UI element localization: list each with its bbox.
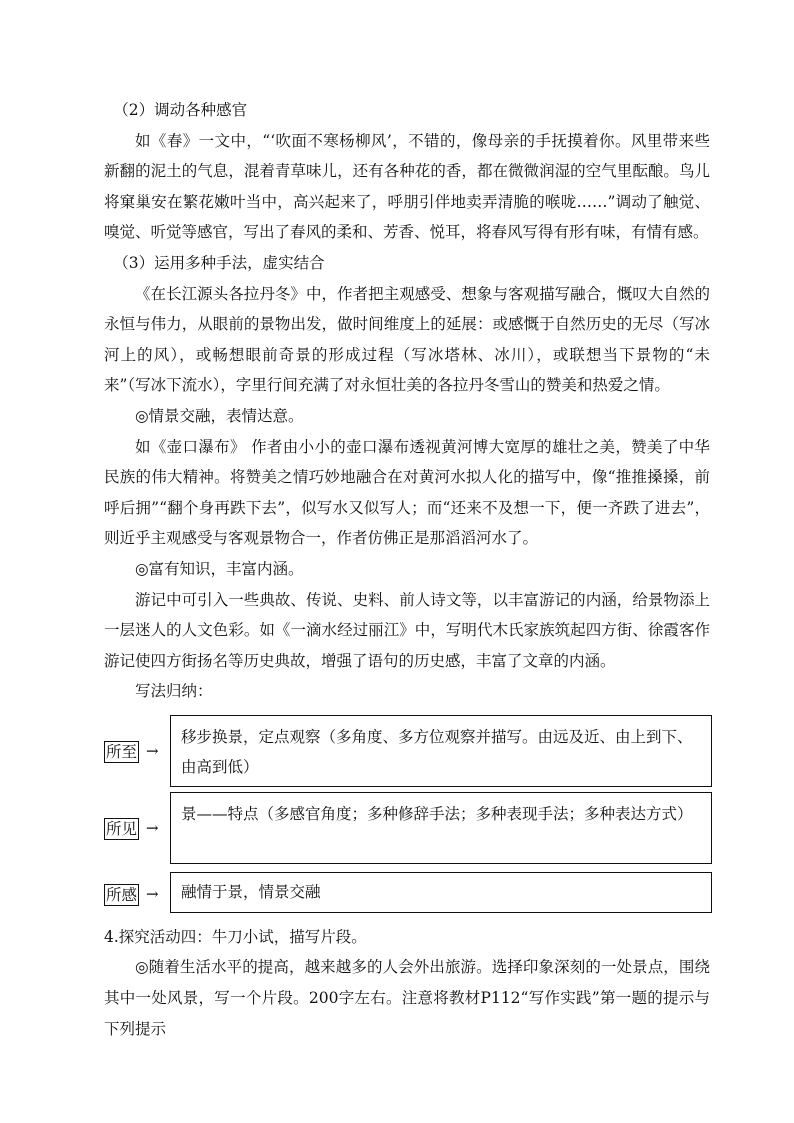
writing-method-diagram xyxy=(104,715,710,920)
box-suozhi: 移步换景，定点观察（多角度、多方位观察并描写。由远及近、由上到下、由高到低） xyxy=(170,715,712,787)
paragraph-spring-example: 如《春》一文中，“‘吹面不寒杨柳风’，不错的，像母亲的手抚摸着你。风里带来些新翻的泥土的气息，混着青草味儿，还有各种花的香，都在微微润湿的空气里酝酿。鸟儿将窠巢安在繁花嫩叶当中，高兴起来了，呼朋引伴地卖弄清脆的喉咙……”调动了触觉、嗅觉、听觉等感官，写出了春风的柔和、芳香、悦耳，将春风写得有形有味，有情有感。 xyxy=(104,131,710,242)
document-page xyxy=(104,95,710,1044)
section-heading-techniques: （3）运用多种手法，虚实结合 xyxy=(113,253,325,272)
activity-four-prompt: ◎随着生活水平的提高，越来越多的人会外出旅游。选择印象深刻的一处景点，围绕其中一处风景，写一个片段。200字左右。注意将教材P112“写作实践”第一题的提示与下列提示 xyxy=(104,958,710,1038)
paragraph-geladandong-example: 《在长江源头各拉丹冬》中，作者把主观感受、想象与客观描写融合，慨叹大自然的永恒与伟力，从眼前的景物出发，做时间维度上的延展：或感慨于自然历史的无尽（写冰河上的风），或畅想眼前奇景的形成过程（写冰塔林、冰川），或联想当下景物的“未来”（写冰下流水），字里行间充满了对永恒壮美的各拉丹冬雪山的赞美和热爱之情。 xyxy=(104,284,710,395)
label-suojian: 所见 xyxy=(106,819,138,838)
box-suogan: 融情于景，情景交融 xyxy=(170,872,712,913)
arrow-icon: → xyxy=(146,741,159,760)
paragraph-hukou-example: 如《壶口瀑布》 作者由小小的壶口瀑布透视黄河博大宽厚的雄壮之美，赞美了中华民族的伟大精神。将赞美之情巧妙地融合在对黄河水拟人化的描写中，像“推推搡搡，前呼后拥”“翻个身再跌下去”，似写水又似写人；而“还来不及想一下，便一齐跌了进去”，则近乎主观感受与客观景物合一，作者仿佛正是那滔滔河水了。 xyxy=(104,437,710,548)
point-knowledge: ◎富有知识，丰富内涵。 xyxy=(135,559,304,578)
label-suogan: 所感 xyxy=(106,885,138,904)
section-heading-senses: （2）调动各种感官 xyxy=(113,101,248,119)
arrow-icon: → xyxy=(146,818,159,837)
summary-heading: 写法归纳： xyxy=(135,682,213,701)
arrow-icon: → xyxy=(146,884,159,903)
paragraph-lijiang-example: 游记中可引入一些典故、传说、史料、前人诗文等，以丰富游记的内涵，给景物添上一层迷人的人文色彩。如《一滴水经过丽江》中，写明代木氏家族筑起四方街、徐霞客作游记使四方街扬名等历史典故，增强了语句的历史感，丰富了文章的内涵。 xyxy=(104,590,710,670)
label-suozhi: 所至 xyxy=(106,742,138,761)
point-scene-emotion: ◎情景交融，表情达意。 xyxy=(135,406,304,425)
box-suojian: 景——特点（多感官角度；多种修辞手法；多种表现手法；多种表达方式） xyxy=(170,792,712,864)
activity-four-heading: 4.探究活动四：牛刀小试，描写片段。 xyxy=(104,927,367,946)
